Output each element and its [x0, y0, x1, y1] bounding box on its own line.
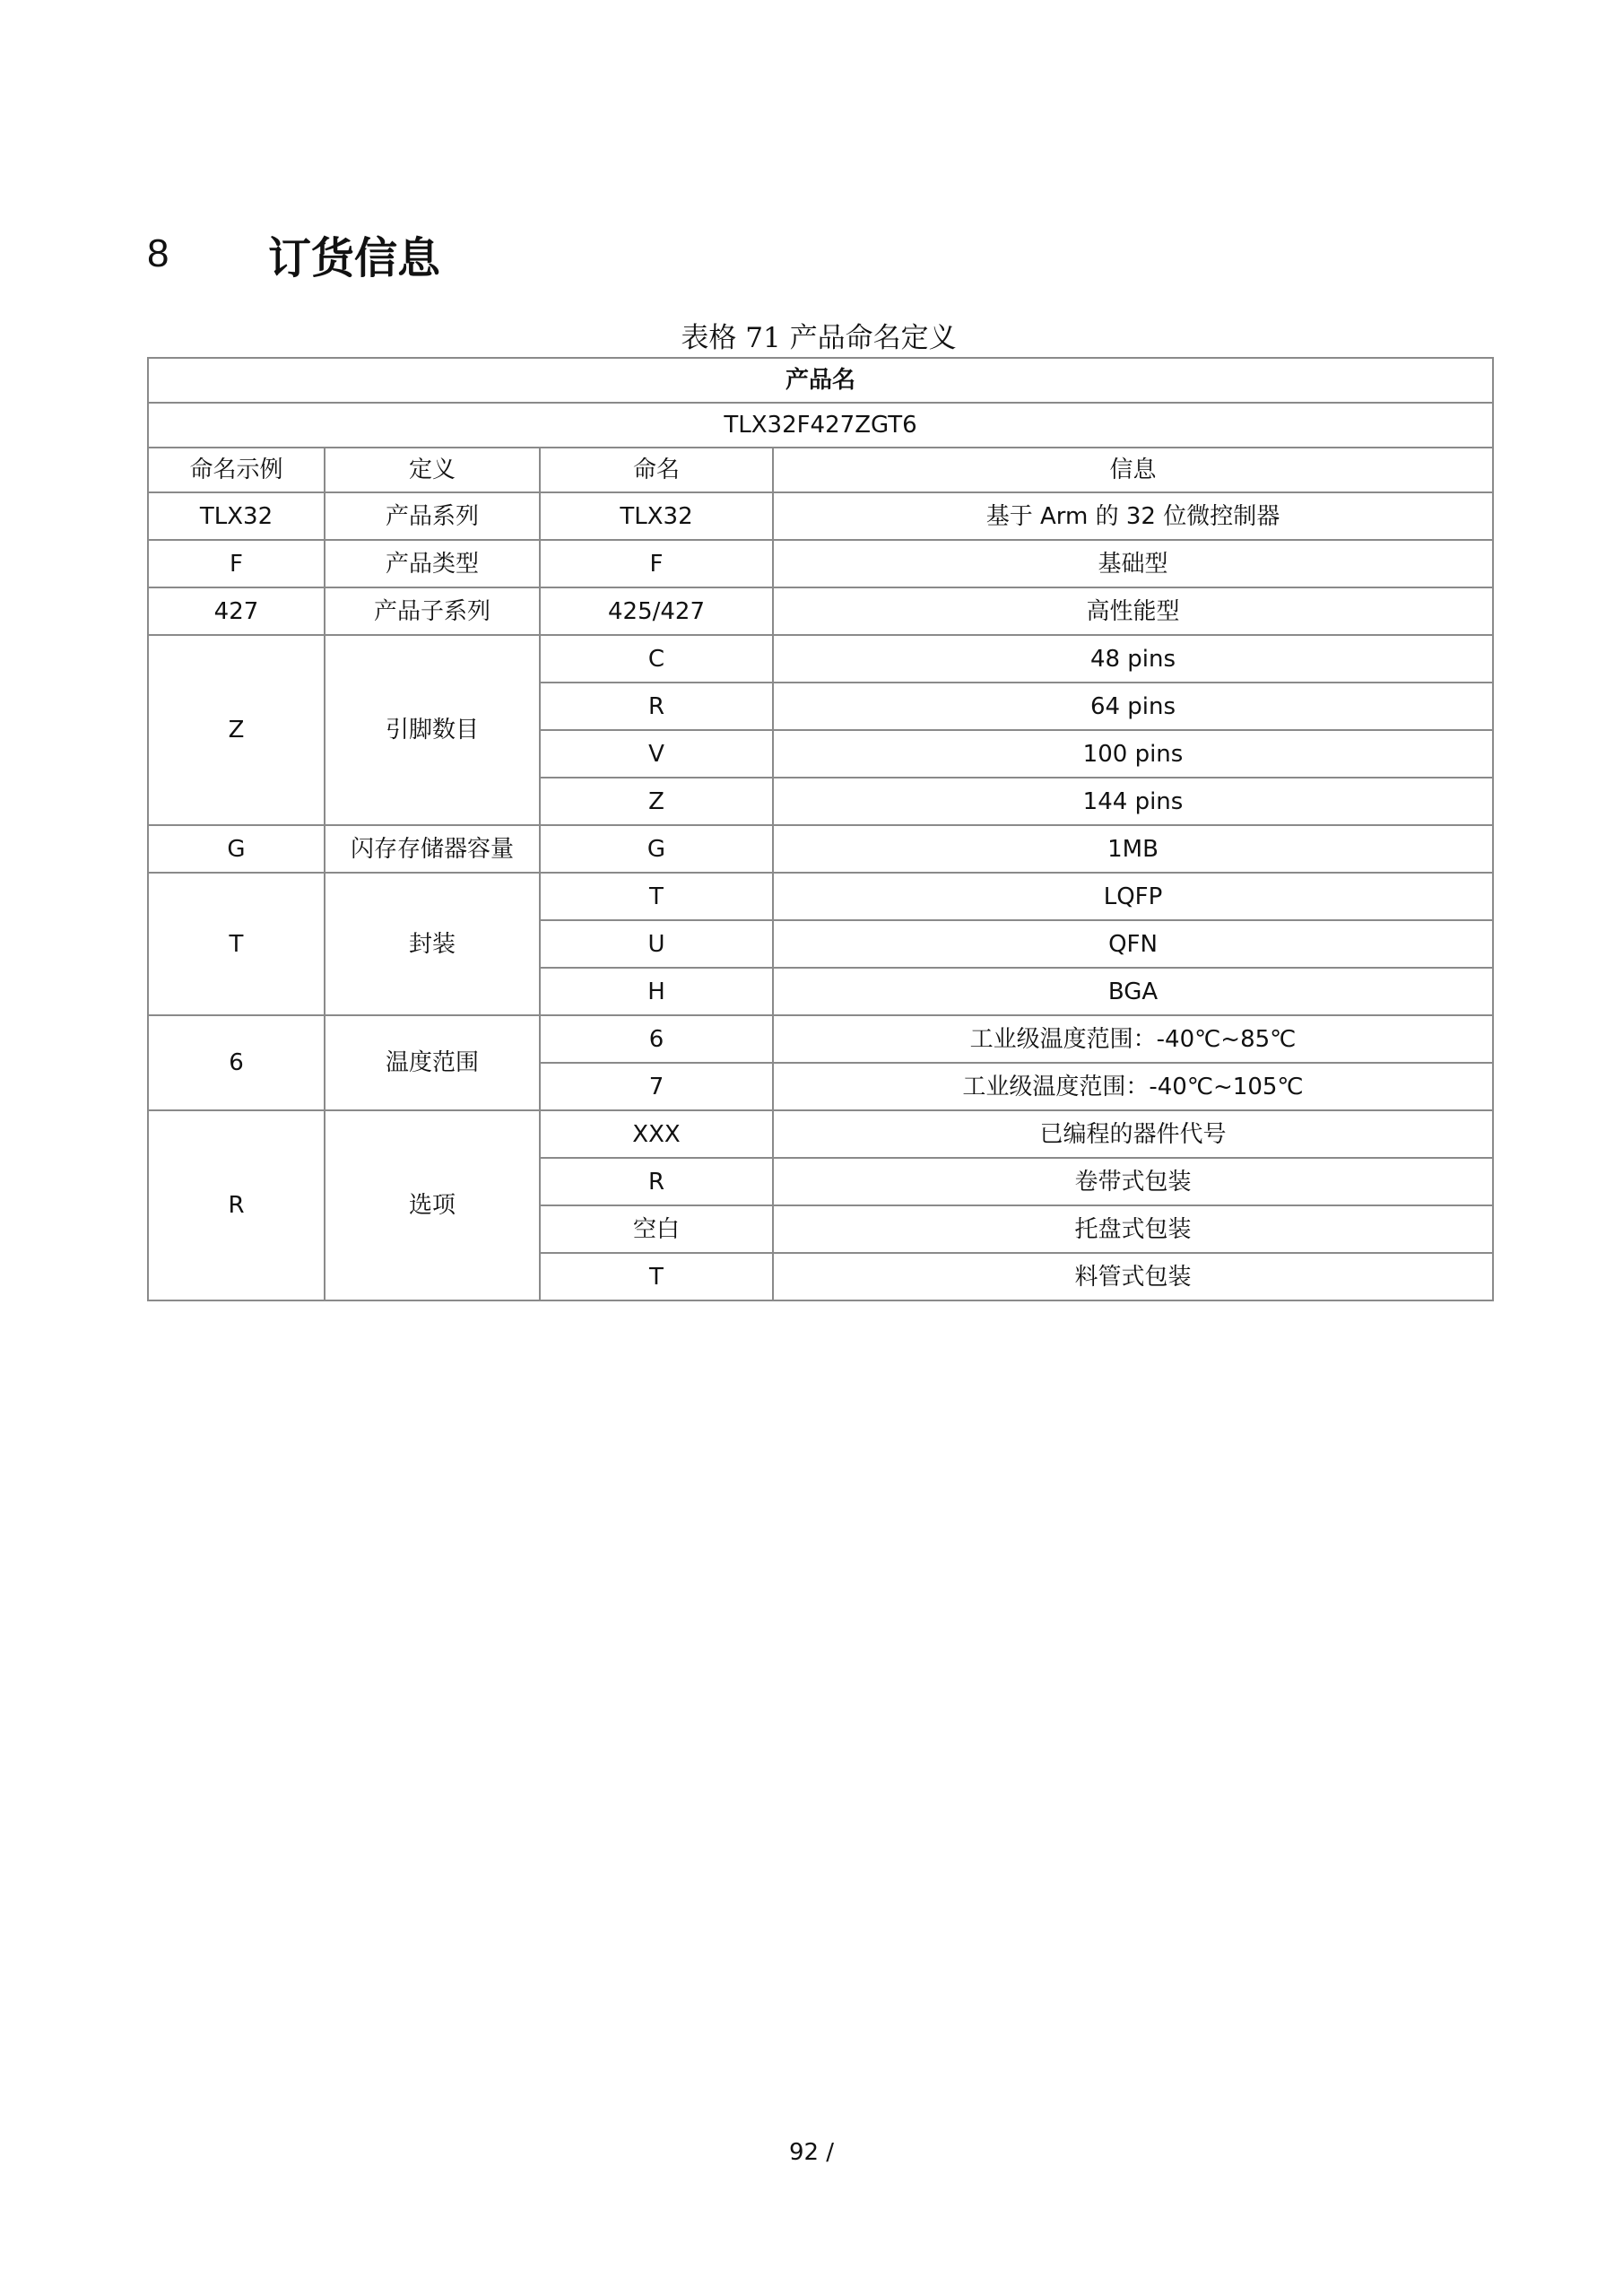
name-cell: 7	[540, 1063, 773, 1110]
product-example-cell: TLX32F427ZGT6	[148, 403, 1493, 448]
example-cell: F	[148, 540, 325, 587]
example-cell: TLX32	[148, 492, 325, 540]
info-cell: BGA	[773, 968, 1493, 1015]
definition-cell: 封装	[325, 873, 540, 1015]
section-number: 8	[147, 231, 169, 275]
table-row	[148, 873, 1493, 920]
table-row	[148, 587, 1493, 635]
name-cell: G	[540, 825, 773, 873]
name-cell: C	[540, 635, 773, 683]
example-cell: Z	[148, 635, 325, 825]
info-cell: 高性能型	[773, 587, 1493, 635]
example-cell: R	[148, 1110, 325, 1300]
table-row	[148, 635, 1493, 683]
table-example-row	[148, 403, 1493, 448]
info-cell: 基础型	[773, 540, 1493, 587]
name-cell: 空白	[540, 1205, 773, 1253]
column-header-example: 命名示例	[148, 448, 325, 492]
page-number: 92 /	[788, 2139, 835, 2166]
info-cell: 48 pins	[773, 635, 1493, 683]
name-cell: T	[540, 873, 773, 920]
table-row	[148, 492, 1493, 540]
name-cell: V	[540, 730, 773, 778]
definition-cell: 产品类型	[325, 540, 540, 587]
name-cell: XXX	[540, 1110, 773, 1158]
info-cell: 工业级温度范围：-40℃~105℃	[773, 1063, 1493, 1110]
info-cell: 已编程的器件代号	[773, 1110, 1493, 1158]
name-cell: H	[540, 968, 773, 1015]
name-cell: TLX32	[540, 492, 773, 540]
table-title-cell: 产品名	[148, 358, 1493, 403]
info-cell: LQFP	[773, 873, 1493, 920]
name-cell: R	[540, 1158, 773, 1205]
example-cell: 6	[148, 1015, 325, 1110]
info-cell: 卷带式包装	[773, 1158, 1493, 1205]
info-cell: 料管式包装	[773, 1253, 1493, 1300]
definition-cell: 产品系列	[325, 492, 540, 540]
example-cell: 427	[148, 587, 325, 635]
definition-cell: 温度范围	[325, 1015, 540, 1110]
table-row	[148, 1110, 1493, 1158]
product-naming-table	[147, 357, 1494, 1301]
table-title-row	[148, 358, 1493, 403]
definition-cell: 选项	[325, 1110, 540, 1300]
section-title: 订货信息	[268, 232, 441, 283]
definition-cell: 闪存存储器容量	[325, 825, 540, 873]
example-cell: T	[148, 873, 325, 1015]
info-cell: 托盘式包装	[773, 1205, 1493, 1253]
column-header-info: 信息	[773, 448, 1493, 492]
table-caption: 表格 71 产品命名定义	[681, 322, 957, 354]
example-cell: G	[148, 825, 325, 873]
info-cell: 基于 Arm 的 32 位微控制器	[773, 492, 1493, 540]
info-cell: 工业级温度范围：-40℃~85℃	[773, 1015, 1493, 1063]
info-cell: 64 pins	[773, 683, 1493, 730]
info-cell: 1MB	[773, 825, 1493, 873]
table-header-row	[148, 448, 1493, 492]
name-cell: 6	[540, 1015, 773, 1063]
name-cell: U	[540, 920, 773, 968]
definition-cell: 产品子系列	[325, 587, 540, 635]
name-cell: F	[540, 540, 773, 587]
name-cell: R	[540, 683, 773, 730]
table-row	[148, 825, 1493, 873]
info-cell: 100 pins	[773, 730, 1493, 778]
definition-cell: 引脚数目	[325, 635, 540, 825]
section-heading	[147, 222, 440, 285]
column-header-definition: 定义	[325, 448, 540, 492]
table-row	[148, 1015, 1493, 1063]
name-cell: T	[540, 1253, 773, 1300]
name-cell: 425/427	[540, 587, 773, 635]
info-cell: 144 pins	[773, 778, 1493, 825]
info-cell: QFN	[773, 920, 1493, 968]
table-row	[148, 540, 1493, 587]
column-header-name: 命名	[540, 448, 773, 492]
name-cell: Z	[540, 778, 773, 825]
